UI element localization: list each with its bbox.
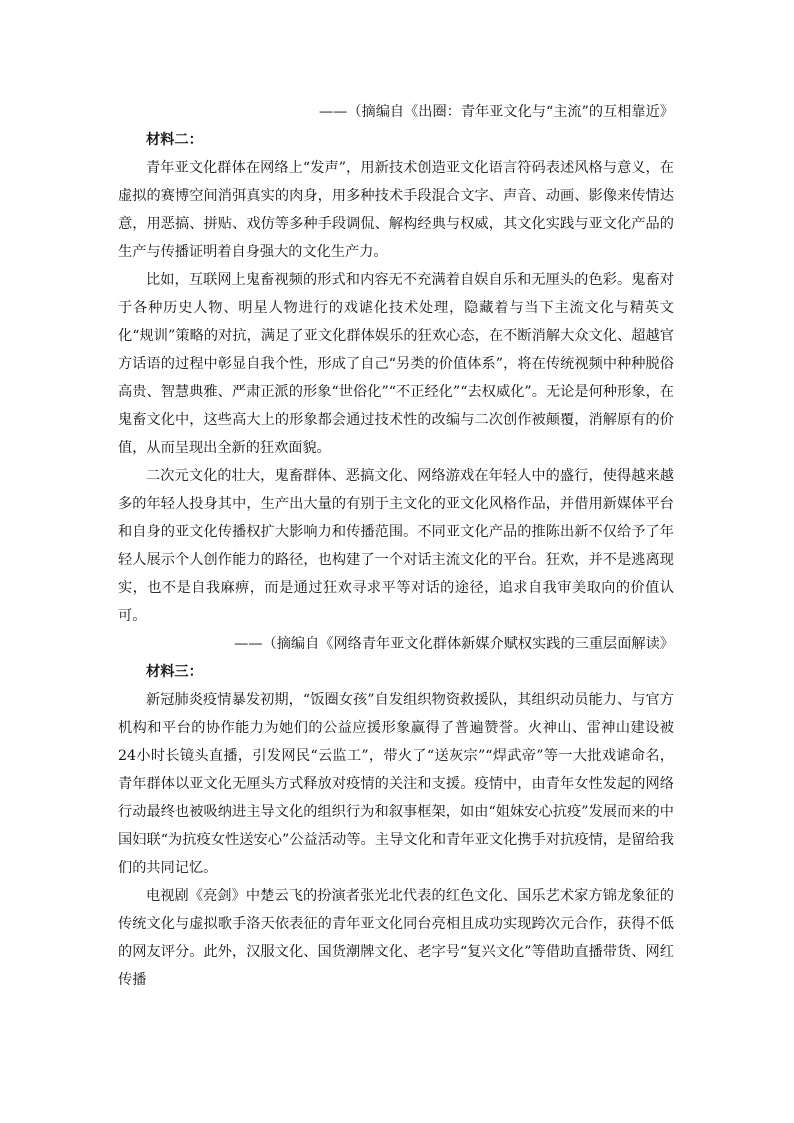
section-heading: 材料三： — [146, 664, 203, 680]
document-page — [118, 98, 674, 994]
paragraph: 比如，互联网上鬼畜视频的形式和内容无不充满着自娱自乐和无厘头的色彩。鬼畜对于各种历史人物、明星人物进行的戏谑化技术处理，隐藏着与当下主流文化与精英文化“规训”策略的对抗，满足了亚文化群体娱乐的狂欢心态，在不断消解大众文化、超越官方话语的过程中彰显自我个性，形成了自己“另类的价值体系”，将在传统视频中种种脱俗高贵、智慧典雅、严肃正派的形象“世俗化”“不正经化”“去权威化”。无论是何种形象，在鬼畜文化中，这些高大上的形象都会通过技术性的改编与二次创作被颠覆，消解原有的价值，从而呈现出全新的狂欢面貌。 — [118, 272, 674, 456]
source-citation: ——（摘编自《出圈：青年亚文化与“主流”的互相靠近》 — [318, 104, 674, 120]
paragraph: 青年亚文化群体在网络上“发声”，用新技术创造亚文化语言符码表述风格与意义，在虚拟的赛博空间消弭真实的肉身，用多种技术手段混合文字、声音、动画、影像来传情达意，用恶搞、拼贴、戏仿等多种手段调侃、解构经典与权威，其文化实践与亚文化产品的生产与传播证明着自身强大的文化生产力。 — [118, 160, 674, 260]
section-heading: 材料二： — [146, 132, 203, 148]
source-citation: ——（摘编自《网络青年亚文化群体新媒介赋权实践的三重层面解读》 — [234, 636, 674, 652]
paragraph: 新冠肺炎疫情暴发初期，“饭圈女孩”自发组织物资救援队，其组织动员能力、与官方机构和平台的协作能力为她们的公益应援形象赢得了普遍赞誉。火神山、雷神山建设被24小时长镜头直播，引发网民“云监工”，带火了“送灰宗”“焊武帝”等一大批戏谑命名，青年群体以亚文化无厘头方式释放对疫情的关注和支援。疫情中，由青年女性发起的网络行动最终也被吸纳进主导文化的组织行为和叙事框架，如由“姐妹安心抗疫”发展而来的中国妇联“为抗疫女性送安心”公益活动等。主导文化和青年亚文化携手对抗疫情，是留给我们的共同记忆。 — [118, 692, 674, 876]
paragraph: 电视剧《亮剑》中楚云飞的扮演者张光北代表的红色文化、国乐艺术家方锦龙象征的传统文化与虚拟歌手洛天依表征的青年亚文化同台亮相且成功实现跨次元合作，获得不低的网友评分。此外，汉服文化、国货潮牌文化、老字号“复兴文化”等借助直播带货、网红传播 — [118, 888, 674, 988]
paragraph: 二次元文化的壮大，鬼畜群体、恶搞文化、网络游戏在年轻人中的盛行，使得越来越多的年轻人投身其中，生产出大量的有别于主文化的亚文化风格作品，并借用新媒体平台和自身的亚文化传播权扩大影响力和传播范围。不同亚文化产品的推陈出新不仅给予了年轻人展示个人创作能力的路径，也构建了一个对话主流文化的平台。狂欢，并不是逃离现实，也不是自我麻痹，而是通过狂欢寻求平等对话的途径，追求自我审美取向的价值认可。 — [118, 468, 674, 624]
